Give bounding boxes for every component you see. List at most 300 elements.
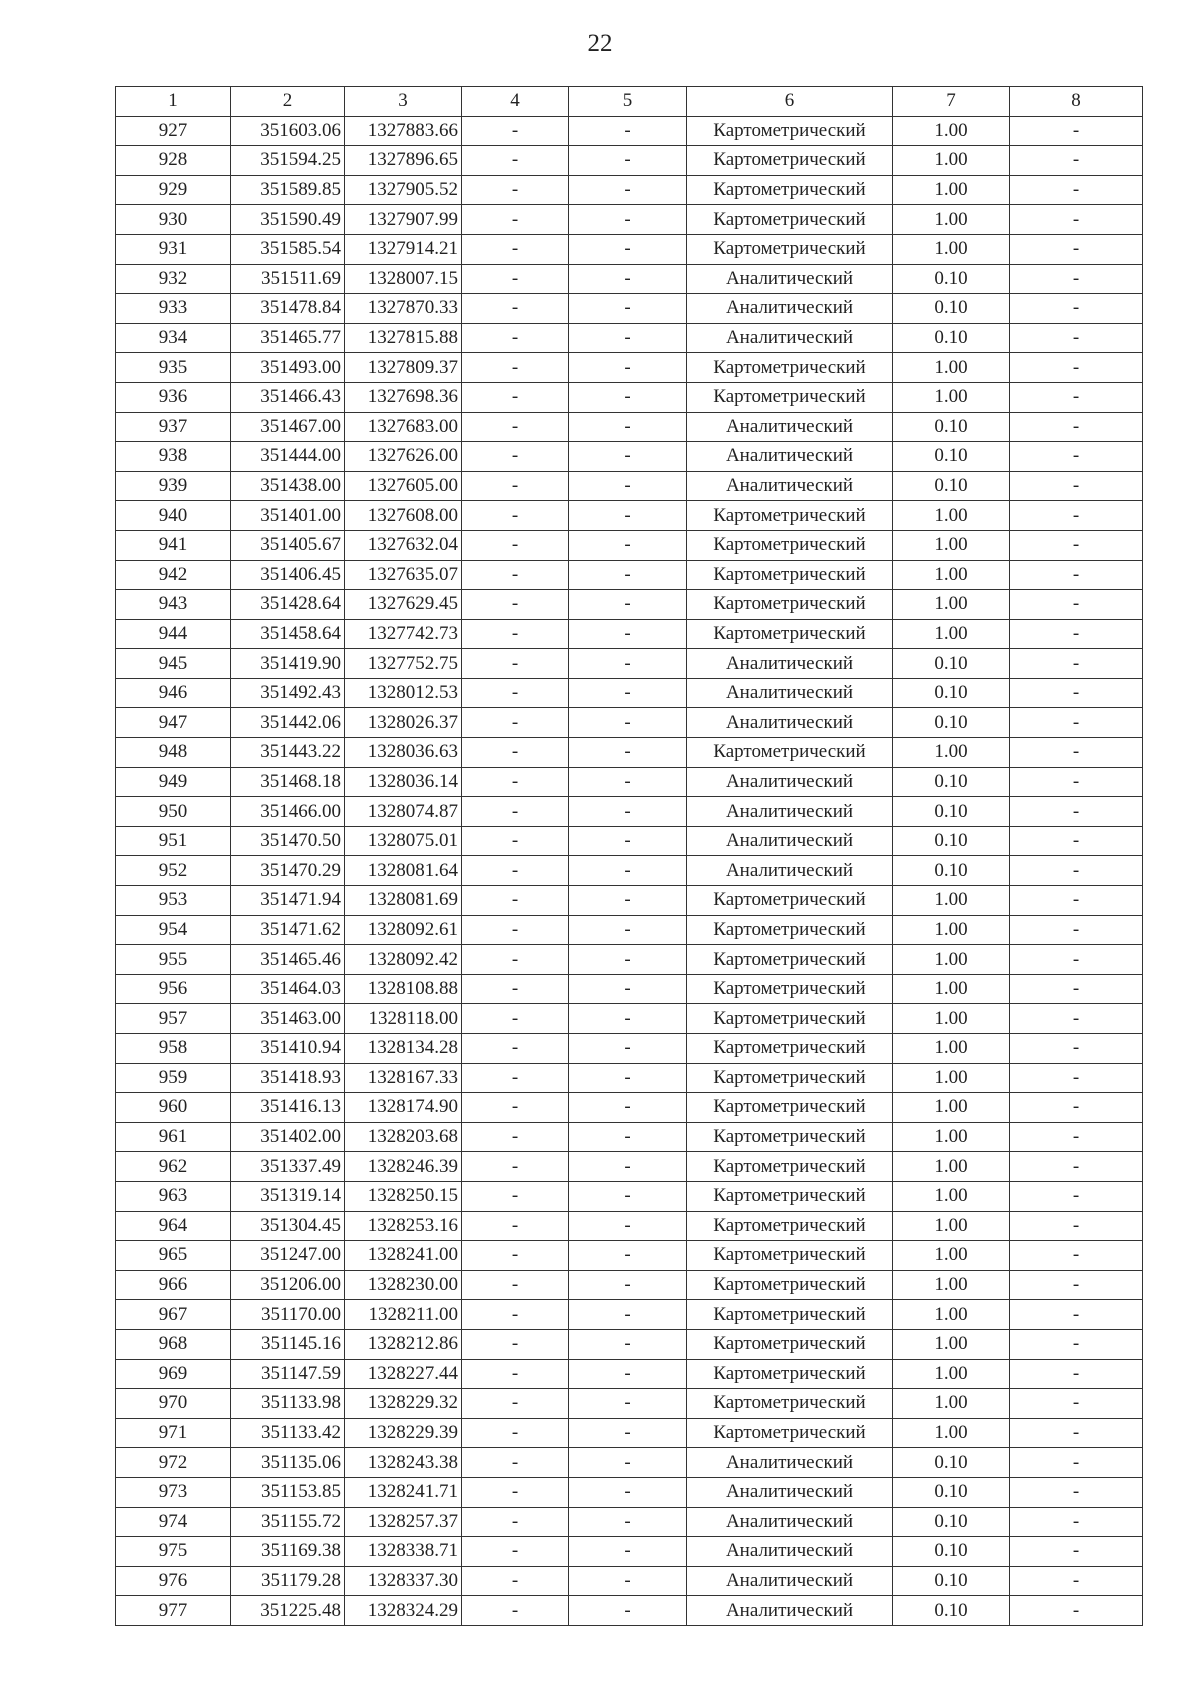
accuracy-cell: 1.00 <box>893 1300 1010 1330</box>
col8-cell: - <box>1010 1034 1143 1064</box>
method-cell: Аналитический <box>687 264 893 294</box>
x-coordinate-cell: 351206.00 <box>231 1270 345 1300</box>
x-coordinate-cell: 351594.25 <box>231 146 345 176</box>
method-cell: Картометрический <box>687 1211 893 1241</box>
y-coordinate-cell: 1328075.01 <box>345 826 462 856</box>
col5-cell: - <box>569 797 687 827</box>
y-coordinate-cell: 1328211.00 <box>345 1300 462 1330</box>
method-cell: Картометрический <box>687 1329 893 1359</box>
accuracy-cell: 0.10 <box>893 856 1010 886</box>
table-row <box>116 560 1143 590</box>
y-coordinate-cell: 1328324.29 <box>345 1596 462 1626</box>
method-cell: Картометрический <box>687 1063 893 1093</box>
accuracy-cell: 1.00 <box>893 1034 1010 1064</box>
point-number-cell: 935 <box>116 353 231 383</box>
col5-cell: - <box>569 1152 687 1182</box>
col8-cell: - <box>1010 1389 1143 1419</box>
col5-cell: - <box>569 1241 687 1271</box>
x-coordinate-cell: 351428.64 <box>231 590 345 620</box>
col5-cell: - <box>569 205 687 235</box>
col5-cell: - <box>569 442 687 472</box>
point-number-cell: 958 <box>116 1034 231 1064</box>
point-number-cell: 940 <box>116 501 231 531</box>
col8-cell: - <box>1010 1093 1143 1123</box>
accuracy-cell: 1.00 <box>893 1211 1010 1241</box>
y-coordinate-cell: 1327914.21 <box>345 234 462 264</box>
col8-cell: - <box>1010 1448 1143 1478</box>
column-header: 4 <box>462 87 569 117</box>
y-coordinate-cell: 1328246.39 <box>345 1152 462 1182</box>
col8-cell: - <box>1010 590 1143 620</box>
point-number-cell: 965 <box>116 1241 231 1271</box>
col4-cell: - <box>462 530 569 560</box>
col5-cell: - <box>569 175 687 205</box>
col4-cell: - <box>462 856 569 886</box>
col4-cell: - <box>462 116 569 146</box>
point-number-cell: 955 <box>116 945 231 975</box>
col4-cell: - <box>462 1181 569 1211</box>
y-coordinate-cell: 1328229.39 <box>345 1418 462 1448</box>
method-cell: Картометрический <box>687 974 893 1004</box>
col8-cell: - <box>1010 234 1143 264</box>
col4-cell: - <box>462 708 569 738</box>
x-coordinate-cell: 351145.16 <box>231 1329 345 1359</box>
accuracy-cell: 0.10 <box>893 1596 1010 1626</box>
col8-cell: - <box>1010 1181 1143 1211</box>
col5-cell: - <box>569 1211 687 1241</box>
method-cell: Аналитический <box>687 1477 893 1507</box>
x-coordinate-cell: 351169.38 <box>231 1537 345 1567</box>
col8-cell: - <box>1010 1477 1143 1507</box>
y-coordinate-cell: 1327905.52 <box>345 175 462 205</box>
col8-cell: - <box>1010 1300 1143 1330</box>
method-cell: Картометрический <box>687 530 893 560</box>
table-row <box>116 1034 1143 1064</box>
accuracy-cell: 1.00 <box>893 560 1010 590</box>
accuracy-cell: 1.00 <box>893 619 1010 649</box>
col8-cell: - <box>1010 886 1143 916</box>
x-coordinate-cell: 351443.22 <box>231 738 345 768</box>
accuracy-cell: 0.10 <box>893 678 1010 708</box>
col4-cell: - <box>462 619 569 649</box>
accuracy-cell: 0.10 <box>893 412 1010 442</box>
col4-cell: - <box>462 294 569 324</box>
col4-cell: - <box>462 1004 569 1034</box>
col4-cell: - <box>462 1448 569 1478</box>
col8-cell: - <box>1010 1359 1143 1389</box>
table-row <box>116 1418 1143 1448</box>
x-coordinate-cell: 351135.06 <box>231 1448 345 1478</box>
point-number-cell: 945 <box>116 649 231 679</box>
method-cell: Картометрический <box>687 619 893 649</box>
col4-cell: - <box>462 205 569 235</box>
accuracy-cell: 1.00 <box>893 974 1010 1004</box>
col8-cell: - <box>1010 856 1143 886</box>
table-row <box>116 1596 1143 1626</box>
col4-cell: - <box>462 826 569 856</box>
y-coordinate-cell: 1328081.64 <box>345 856 462 886</box>
coordinates-table <box>115 86 1143 1626</box>
method-cell: Картометрический <box>687 1122 893 1152</box>
accuracy-cell: 1.00 <box>893 1418 1010 1448</box>
point-number-cell: 937 <box>116 412 231 442</box>
point-number-cell: 971 <box>116 1418 231 1448</box>
x-coordinate-cell: 351444.00 <box>231 442 345 472</box>
col8-cell: - <box>1010 146 1143 176</box>
col5-cell: - <box>569 1507 687 1537</box>
col5-cell: - <box>569 1181 687 1211</box>
x-coordinate-cell: 351179.28 <box>231 1566 345 1596</box>
method-cell: Картометрический <box>687 1181 893 1211</box>
col5-cell: - <box>569 1477 687 1507</box>
method-cell: Картометрический <box>687 886 893 916</box>
point-number-cell: 970 <box>116 1389 231 1419</box>
accuracy-cell: 0.10 <box>893 442 1010 472</box>
col5-cell: - <box>569 412 687 442</box>
method-cell: Аналитический <box>687 1507 893 1537</box>
col5-cell: - <box>569 767 687 797</box>
method-cell: Аналитический <box>687 678 893 708</box>
x-coordinate-cell: 351401.00 <box>231 501 345 531</box>
col5-cell: - <box>569 826 687 856</box>
x-coordinate-cell: 351410.94 <box>231 1034 345 1064</box>
point-number-cell: 933 <box>116 294 231 324</box>
col5-cell: - <box>569 294 687 324</box>
y-coordinate-cell: 1327815.88 <box>345 323 462 353</box>
table-row <box>116 353 1143 383</box>
col4-cell: - <box>462 1241 569 1271</box>
point-number-cell: 951 <box>116 826 231 856</box>
x-coordinate-cell: 351416.13 <box>231 1093 345 1123</box>
method-cell: Аналитический <box>687 767 893 797</box>
x-coordinate-cell: 351147.59 <box>231 1359 345 1389</box>
col8-cell: - <box>1010 797 1143 827</box>
col5-cell: - <box>569 1418 687 1448</box>
col4-cell: - <box>462 797 569 827</box>
y-coordinate-cell: 1328092.42 <box>345 945 462 975</box>
point-number-cell: 960 <box>116 1093 231 1123</box>
col4-cell: - <box>462 323 569 353</box>
point-number-cell: 975 <box>116 1537 231 1567</box>
table-row <box>116 1448 1143 1478</box>
x-coordinate-cell: 351493.00 <box>231 353 345 383</box>
point-number-cell: 950 <box>116 797 231 827</box>
x-coordinate-cell: 351406.45 <box>231 560 345 590</box>
y-coordinate-cell: 1328081.69 <box>345 886 462 916</box>
accuracy-cell: 1.00 <box>893 530 1010 560</box>
col5-cell: - <box>569 1034 687 1064</box>
accuracy-cell: 0.10 <box>893 1448 1010 1478</box>
column-header: 3 <box>345 87 462 117</box>
table-row <box>116 1329 1143 1359</box>
table-row <box>116 146 1143 176</box>
table-body <box>116 116 1143 1625</box>
col8-cell: - <box>1010 205 1143 235</box>
table-row <box>116 708 1143 738</box>
page-number: 22 <box>587 30 613 57</box>
y-coordinate-cell: 1328257.37 <box>345 1507 462 1537</box>
table-row <box>116 915 1143 945</box>
point-number-cell: 948 <box>116 738 231 768</box>
col4-cell: - <box>462 915 569 945</box>
point-number-cell: 947 <box>116 708 231 738</box>
table-row <box>116 1270 1143 1300</box>
col5-cell: - <box>569 146 687 176</box>
column-header: 5 <box>569 87 687 117</box>
x-coordinate-cell: 351471.94 <box>231 886 345 916</box>
method-cell: Аналитический <box>687 1537 893 1567</box>
point-number-cell: 969 <box>116 1359 231 1389</box>
x-coordinate-cell: 351225.48 <box>231 1596 345 1626</box>
method-cell: Картометрический <box>687 590 893 620</box>
y-coordinate-cell: 1328227.44 <box>345 1359 462 1389</box>
method-cell: Картометрический <box>687 1093 893 1123</box>
accuracy-cell: 1.00 <box>893 1329 1010 1359</box>
col4-cell: - <box>462 501 569 531</box>
accuracy-cell: 1.00 <box>893 353 1010 383</box>
col4-cell: - <box>462 175 569 205</box>
column-header: 2 <box>231 87 345 117</box>
col8-cell: - <box>1010 1211 1143 1241</box>
col8-cell: - <box>1010 471 1143 501</box>
y-coordinate-cell: 1328118.00 <box>345 1004 462 1034</box>
col4-cell: - <box>462 1329 569 1359</box>
col8-cell: - <box>1010 974 1143 1004</box>
y-coordinate-cell: 1328253.16 <box>345 1211 462 1241</box>
x-coordinate-cell: 351442.06 <box>231 708 345 738</box>
accuracy-cell: 1.00 <box>893 175 1010 205</box>
method-cell: Картометрический <box>687 146 893 176</box>
col8-cell: - <box>1010 945 1143 975</box>
table-row <box>116 886 1143 916</box>
method-cell: Аналитический <box>687 856 893 886</box>
col5-cell: - <box>569 471 687 501</box>
col4-cell: - <box>462 1507 569 1537</box>
y-coordinate-cell: 1328036.63 <box>345 738 462 768</box>
y-coordinate-cell: 1327809.37 <box>345 353 462 383</box>
method-cell: Картометрический <box>687 560 893 590</box>
table-row <box>116 1181 1143 1211</box>
table-row <box>116 412 1143 442</box>
table-row <box>116 1566 1143 1596</box>
accuracy-cell: 1.00 <box>893 1122 1010 1152</box>
col5-cell: - <box>569 1270 687 1300</box>
accuracy-cell: 1.00 <box>893 116 1010 146</box>
col5-cell: - <box>569 649 687 679</box>
accuracy-cell: 1.00 <box>893 146 1010 176</box>
point-number-cell: 942 <box>116 560 231 590</box>
table-row <box>116 1093 1143 1123</box>
table-row <box>116 1211 1143 1241</box>
col8-cell: - <box>1010 501 1143 531</box>
method-cell: Картометрический <box>687 1300 893 1330</box>
table-row <box>116 1507 1143 1537</box>
point-number-cell: 963 <box>116 1181 231 1211</box>
x-coordinate-cell: 351590.49 <box>231 205 345 235</box>
col4-cell: - <box>462 1389 569 1419</box>
x-coordinate-cell: 351319.14 <box>231 1181 345 1211</box>
table-row <box>116 442 1143 472</box>
col4-cell: - <box>462 382 569 412</box>
table-row <box>116 530 1143 560</box>
accuracy-cell: 1.00 <box>893 1093 1010 1123</box>
x-coordinate-cell: 351466.00 <box>231 797 345 827</box>
table-row <box>116 1122 1143 1152</box>
col4-cell: - <box>462 560 569 590</box>
col4-cell: - <box>462 353 569 383</box>
table-row <box>116 471 1143 501</box>
x-coordinate-cell: 351468.18 <box>231 767 345 797</box>
x-coordinate-cell: 351438.00 <box>231 471 345 501</box>
y-coordinate-cell: 1327635.07 <box>345 560 462 590</box>
column-header: 8 <box>1010 87 1143 117</box>
point-number-cell: 954 <box>116 915 231 945</box>
table-row <box>116 234 1143 264</box>
method-cell: Аналитический <box>687 797 893 827</box>
col8-cell: - <box>1010 382 1143 412</box>
y-coordinate-cell: 1327632.04 <box>345 530 462 560</box>
accuracy-cell: 1.00 <box>893 886 1010 916</box>
col8-cell: - <box>1010 116 1143 146</box>
col5-cell: - <box>569 915 687 945</box>
accuracy-cell: 1.00 <box>893 1270 1010 1300</box>
table-row <box>116 590 1143 620</box>
col5-cell: - <box>569 1122 687 1152</box>
col4-cell: - <box>462 945 569 975</box>
point-number-cell: 941 <box>116 530 231 560</box>
col5-cell: - <box>569 738 687 768</box>
method-cell: Аналитический <box>687 1448 893 1478</box>
accuracy-cell: 1.00 <box>893 1181 1010 1211</box>
col8-cell: - <box>1010 1329 1143 1359</box>
col5-cell: - <box>569 560 687 590</box>
y-coordinate-cell: 1327752.75 <box>345 649 462 679</box>
accuracy-cell: 0.10 <box>893 1507 1010 1537</box>
col5-cell: - <box>569 945 687 975</box>
col5-cell: - <box>569 353 687 383</box>
col5-cell: - <box>569 678 687 708</box>
y-coordinate-cell: 1328036.14 <box>345 767 462 797</box>
col8-cell: - <box>1010 1537 1143 1567</box>
point-number-cell: 964 <box>116 1211 231 1241</box>
accuracy-cell: 1.00 <box>893 501 1010 531</box>
method-cell: Картометрический <box>687 1418 893 1448</box>
x-coordinate-cell: 351337.49 <box>231 1152 345 1182</box>
col5-cell: - <box>569 1093 687 1123</box>
y-coordinate-cell: 1328337.30 <box>345 1566 462 1596</box>
method-cell: Картометрический <box>687 1270 893 1300</box>
point-number-cell: 968 <box>116 1329 231 1359</box>
point-number-cell: 932 <box>116 264 231 294</box>
point-number-cell: 934 <box>116 323 231 353</box>
col4-cell: - <box>462 1211 569 1241</box>
y-coordinate-cell: 1327683.00 <box>345 412 462 442</box>
col8-cell: - <box>1010 1418 1143 1448</box>
accuracy-cell: 1.00 <box>893 915 1010 945</box>
col5-cell: - <box>569 590 687 620</box>
table-row <box>116 1241 1143 1271</box>
x-coordinate-cell: 351133.42 <box>231 1418 345 1448</box>
col5-cell: - <box>569 886 687 916</box>
point-number-cell: 959 <box>116 1063 231 1093</box>
point-number-cell: 927 <box>116 116 231 146</box>
col8-cell: - <box>1010 294 1143 324</box>
point-number-cell: 931 <box>116 234 231 264</box>
col8-cell: - <box>1010 353 1143 383</box>
point-number-cell: 930 <box>116 205 231 235</box>
y-coordinate-cell: 1328174.90 <box>345 1093 462 1123</box>
method-cell: Аналитический <box>687 471 893 501</box>
x-coordinate-cell: 351471.62 <box>231 915 345 945</box>
method-cell: Картометрический <box>687 116 893 146</box>
point-number-cell: 976 <box>116 1566 231 1596</box>
x-coordinate-cell: 351419.90 <box>231 649 345 679</box>
col4-cell: - <box>462 442 569 472</box>
col8-cell: - <box>1010 530 1143 560</box>
method-cell: Аналитический <box>687 708 893 738</box>
x-coordinate-cell: 351402.00 <box>231 1122 345 1152</box>
method-cell: Аналитический <box>687 649 893 679</box>
accuracy-cell: 0.10 <box>893 1477 1010 1507</box>
y-coordinate-cell: 1328250.15 <box>345 1181 462 1211</box>
col5-cell: - <box>569 530 687 560</box>
col5-cell: - <box>569 619 687 649</box>
x-coordinate-cell: 351304.45 <box>231 1211 345 1241</box>
y-coordinate-cell: 1328134.28 <box>345 1034 462 1064</box>
col8-cell: - <box>1010 1004 1143 1034</box>
x-coordinate-cell: 351470.50 <box>231 826 345 856</box>
col8-cell: - <box>1010 175 1143 205</box>
method-cell: Аналитический <box>687 442 893 472</box>
method-cell: Картометрический <box>687 915 893 945</box>
method-cell: Аналитический <box>687 294 893 324</box>
y-coordinate-cell: 1327629.45 <box>345 590 462 620</box>
col4-cell: - <box>462 649 569 679</box>
table-row <box>116 382 1143 412</box>
x-coordinate-cell: 351466.43 <box>231 382 345 412</box>
col8-cell: - <box>1010 915 1143 945</box>
col8-cell: - <box>1010 1152 1143 1182</box>
col4-cell: - <box>462 1359 569 1389</box>
point-number-cell: 961 <box>116 1122 231 1152</box>
y-coordinate-cell: 1328230.00 <box>345 1270 462 1300</box>
col8-cell: - <box>1010 412 1143 442</box>
y-coordinate-cell: 1328012.53 <box>345 678 462 708</box>
table-row <box>116 738 1143 768</box>
accuracy-cell: 1.00 <box>893 1389 1010 1419</box>
y-coordinate-cell: 1327626.00 <box>345 442 462 472</box>
accuracy-cell: 0.10 <box>893 471 1010 501</box>
x-coordinate-cell: 351603.06 <box>231 116 345 146</box>
y-coordinate-cell: 1328007.15 <box>345 264 462 294</box>
accuracy-cell: 0.10 <box>893 294 1010 324</box>
point-number-cell: 938 <box>116 442 231 472</box>
point-number-cell: 928 <box>116 146 231 176</box>
method-cell: Аналитический <box>687 1566 893 1596</box>
method-cell: Картометрический <box>687 234 893 264</box>
accuracy-cell: 1.00 <box>893 205 1010 235</box>
method-cell: Картометрический <box>687 1004 893 1034</box>
table-row <box>116 649 1143 679</box>
y-coordinate-cell: 1328026.37 <box>345 708 462 738</box>
col8-cell: - <box>1010 708 1143 738</box>
col4-cell: - <box>462 1270 569 1300</box>
table-row <box>116 1152 1143 1182</box>
col8-cell: - <box>1010 767 1143 797</box>
col4-cell: - <box>462 1537 569 1567</box>
x-coordinate-cell: 351465.46 <box>231 945 345 975</box>
method-cell: Аналитический <box>687 1596 893 1626</box>
